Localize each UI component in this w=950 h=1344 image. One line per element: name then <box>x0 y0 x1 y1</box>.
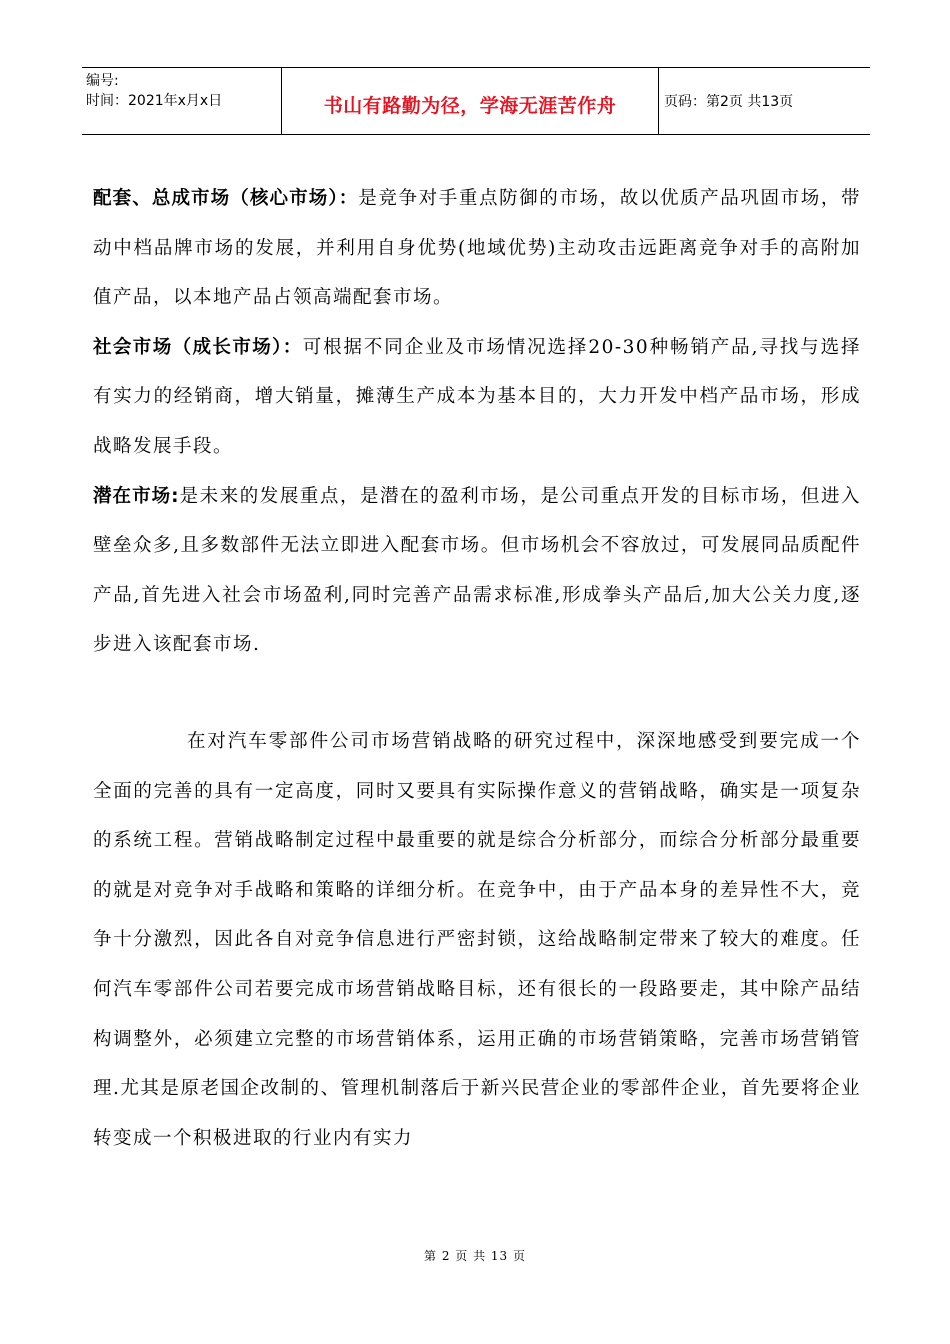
header-motto-cell <box>282 68 659 134</box>
section-text: 可根据不同企业及市场情况选择20-30种畅销产品,寻找与选择有实力的经销商，增大销量，摊薄生产成本为基本目的，大力开发中档产品市场，形成战略发展手段。 <box>93 336 861 457</box>
document-header <box>82 67 870 135</box>
header-meta-cell <box>82 68 282 134</box>
section-text: 是未来的发展重点，是潜在的盈利市场，是公司重点开发的目标市场，但进入壁垒众多,且多数部件无法立即进入配套市场。但市场机会不容放过，可发展同品质配件产品,首先进入社会市场盈利,同时完善产品需求标准,形成拳头产品后,加大公关力度,逐步进入该配套市场. <box>93 485 861 656</box>
section-heading: 社会市场（成长市场）： <box>93 336 303 358</box>
document-number-label: 编号: <box>86 73 119 89</box>
header-motto: 书山有路勤为径，学海无涯苦作舟 <box>323 94 617 117</box>
conclusion-paragraph: 在对汽车零部件公司市场营销战略的研究过程中，深深地感受到要完成一个全面的完善的具有一定高度，同时又要具有实际操作意义的营销战略，确实是一项复杂的系统工程。营销战略制定过程中最重要的就是综合分析部分，而综合分析部分最重要的就是对竞争对手战略和策略的详细分析。在竞争中，由于产品本身的差异性不大，竞争十分激烈，因此各自对竞争信息进行严密封锁，这给战略制定带来了较大的难度。任何汽车零部件公司若要完成市场营销战略目标，还有很长的一段路要走，其中除产品结构调整外，必须建立完整的市场营销体系，运用正确的市场营销策略，完善市场营销管理.尤其是原老国企改制的、管理机制落后于新兴民营企业的零部件企业，首先要将企业转变成一个积极进取的行业内有实力 <box>93 730 861 1149</box>
header-page-cell <box>659 68 870 134</box>
paragraph-gap <box>93 670 861 717</box>
section-heading: 配套、总成市场（核心市场）： <box>93 188 359 209</box>
document-date-label: 时间：2021年x月x日 <box>86 93 223 109</box>
market-section-core <box>93 174 861 323</box>
section-heading: 潜在市场: <box>93 485 180 507</box>
document-body <box>93 174 861 1163</box>
market-section-social <box>93 323 861 472</box>
section-text: 是竞争对手重点防御的市场，故以优质产品巩固市场，带动中档品牌市场的发展，并利用自身优势(地域优势)主动攻击远距离竞争对手的高附加值产品，以本地产品占领高端配套市场。 <box>93 188 861 309</box>
page-footer: 第 2 页 共 13 页 <box>424 1249 526 1263</box>
header-page-info: 页码：第2页 共13页 <box>664 94 794 110</box>
market-section-potential <box>93 472 861 670</box>
